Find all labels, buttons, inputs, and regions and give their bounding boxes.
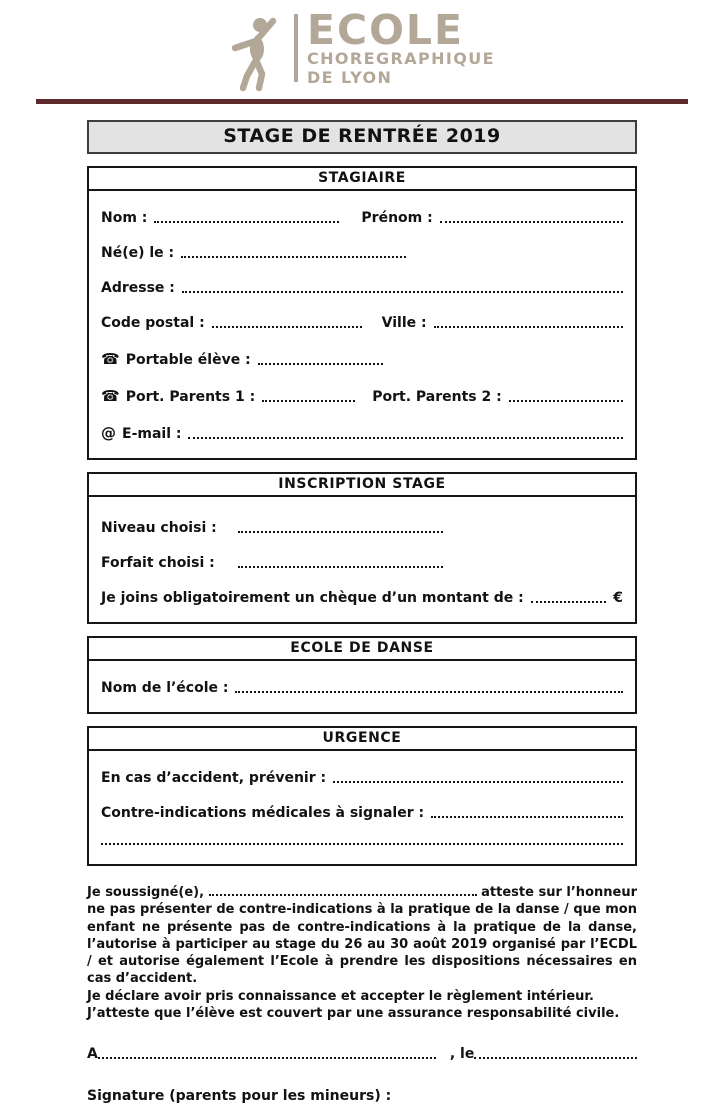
row-contre-indications-2 (101, 840, 623, 848)
section-stagiaire-body (89, 210, 635, 458)
section-inscription-header: INSCRIPTION STAGE (89, 474, 635, 497)
niveau-field (238, 528, 443, 533)
city-field (98, 1054, 436, 1059)
soussigne-name-field (209, 884, 477, 896)
logo-divider-bar (294, 14, 298, 82)
row-portable-eleve (101, 350, 623, 368)
accident-field (333, 778, 623, 783)
port-parents-1-field (262, 397, 355, 402)
phone-icon: ☎ (101, 387, 120, 405)
row-cheque (101, 590, 623, 606)
maroon-divider (36, 99, 688, 104)
section-urgence (87, 726, 637, 866)
section-ecole-danse (87, 636, 637, 714)
nom-label: Nom : (101, 210, 148, 226)
adresse-label: Adresse : (101, 280, 175, 296)
prenom-label: Prénom : (361, 210, 433, 226)
montant-field (531, 598, 606, 603)
declaration-line2: Je déclare avoir pris connaissance et accepter le règlement intérieur. (87, 988, 594, 1004)
logo-text (306, 6, 495, 87)
phone-icon: ☎ (101, 350, 120, 368)
portable-eleve-label: Portable élève : (125, 352, 251, 368)
nom-ecole-label: Nom de l’école : (101, 680, 229, 696)
row-port-parents (101, 387, 623, 405)
ville-field (434, 323, 623, 328)
email-field (188, 434, 623, 439)
logo-subtitle-2: DE LYON (306, 67, 393, 87)
date-field (474, 1054, 637, 1059)
contre-indications-field-line2 (101, 840, 623, 845)
row-contre-indications (101, 805, 623, 821)
row-ne-le (101, 245, 623, 261)
row-adresse (101, 280, 623, 296)
nom-field (154, 218, 339, 223)
section-urgence-header: URGENCE (89, 728, 635, 751)
port-parents-2-label: Port. Parents 2 : (372, 389, 502, 405)
declaration-body: atteste sur l’honneur ne pas présenter de contre-indications à la pratique de la danse / que mon enfant ne présente pas de contre-indications à la pratique de la danse, l’autorise à participer au stage du 26 au 30 août 2019 organisé par l’ECDL / et autorise également l’Ecole à prendre les dispositions nécessaires en cas d’accident. (87, 885, 637, 987)
section-stagiaire (87, 166, 637, 460)
page-title: STAGE DE RENTRÉE 2019 (87, 120, 637, 154)
row-accident (101, 770, 623, 786)
code-postal-field (212, 323, 362, 328)
city-label: A (87, 1046, 98, 1063)
nom-ecole-field (235, 688, 623, 693)
at-icon: @ (101, 424, 116, 442)
code-postal-label: Code postal : (101, 315, 205, 331)
ville-label: Ville : (381, 315, 427, 331)
row-forfait (101, 555, 623, 571)
niveau-label: Niveau choisi : (101, 520, 217, 536)
section-urgence-body (89, 770, 635, 864)
row-nom-prenom (101, 210, 623, 226)
row-nom-ecole (101, 680, 623, 696)
ne-le-field (181, 253, 406, 258)
city-date-row (87, 1046, 637, 1062)
logo-subtitle-1: CHOREGRAPHIQUE (306, 48, 495, 68)
row-code-postal-ville (101, 315, 623, 331)
row-niveau (101, 520, 623, 536)
portable-eleve-field (258, 360, 383, 365)
port-parents-1-label: Port. Parents 1 : (125, 389, 256, 405)
prenom-field (440, 218, 623, 223)
section-ecole-danse-header: ECOLE DE DANSE (89, 638, 635, 661)
forfait-field (238, 563, 443, 568)
section-stagiaire-header: STAGIAIRE (89, 168, 635, 191)
email-label: E-mail : (122, 426, 182, 442)
ne-le-label: Né(e) le : (101, 245, 175, 261)
declaration-intro: Je soussigné(e), (87, 885, 205, 900)
declaration-line3: J’atteste que l’élève est couvert par une assurance responsabilité civile. (87, 1005, 620, 1021)
declaration-paragraph (87, 884, 637, 1022)
contre-indications-field (431, 813, 623, 818)
euro-sign: € (613, 590, 623, 606)
row-email (101, 424, 623, 442)
signature-label: Signature (parents pour les mineurs) : (87, 1088, 392, 1104)
cheque-label: Je joins obligatoirement un chèque d’un montant de : (101, 590, 524, 606)
contre-indications-label: Contre-indications médicales à signaler : (101, 805, 425, 821)
ballet-dancer-icon (229, 14, 287, 92)
accident-label: En cas d’accident, prévenir : (101, 770, 327, 786)
forfait-label: Forfait choisi : (101, 555, 215, 571)
logo-name: ECOLE (306, 6, 465, 54)
date-label: , le (449, 1046, 475, 1063)
section-ecole-danse-body (89, 680, 635, 712)
logo (0, 0, 724, 94)
section-inscription (87, 472, 637, 624)
port-parents-2-field (509, 397, 623, 402)
section-inscription-body (89, 520, 635, 622)
adresse-field (182, 288, 623, 293)
